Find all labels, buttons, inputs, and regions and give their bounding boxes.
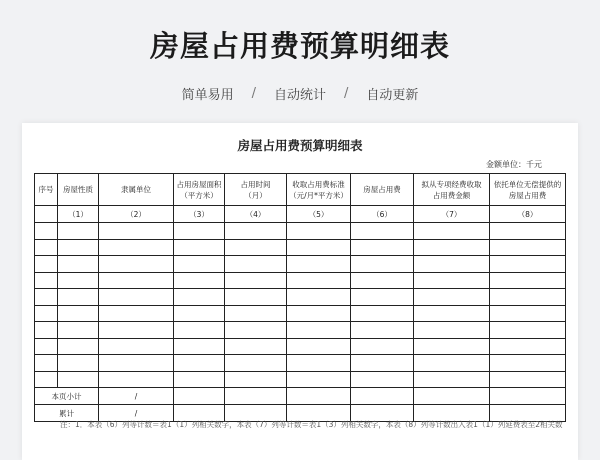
table-cell[interactable]	[174, 305, 225, 322]
table-cell[interactable]	[99, 322, 174, 339]
table-cell[interactable]	[414, 239, 490, 256]
table-cell[interactable]	[225, 355, 287, 372]
table-cell[interactable]	[351, 223, 414, 240]
table-cell[interactable]	[490, 223, 566, 240]
table-cell[interactable]	[174, 322, 225, 339]
table-cell[interactable]	[35, 322, 58, 339]
table-cell[interactable]	[174, 256, 225, 273]
table-cell[interactable]	[414, 371, 490, 388]
slash-cell: /	[99, 388, 174, 405]
table-cell[interactable]	[287, 371, 351, 388]
table-cell[interactable]	[414, 289, 490, 306]
table-cell[interactable]	[58, 371, 99, 388]
table-cell[interactable]	[99, 256, 174, 273]
table-cell[interactable]	[490, 388, 566, 405]
table-cell[interactable]	[351, 338, 414, 355]
table-cell[interactable]	[225, 388, 287, 405]
table-cell[interactable]	[351, 355, 414, 372]
table-cell[interactable]	[58, 272, 99, 289]
table-cell[interactable]	[99, 223, 174, 240]
tag-separator: /	[344, 86, 349, 101]
column-number	[35, 206, 58, 223]
table-cell[interactable]	[225, 256, 287, 273]
table-cell[interactable]	[99, 338, 174, 355]
table-cell[interactable]	[490, 256, 566, 273]
table-row	[35, 322, 566, 339]
table-cell[interactable]	[225, 272, 287, 289]
table-cell[interactable]	[351, 239, 414, 256]
table-cell[interactable]	[351, 388, 414, 405]
column-number: （4）	[225, 206, 287, 223]
table-cell[interactable]	[35, 371, 58, 388]
table-cell[interactable]	[35, 239, 58, 256]
table-cell[interactable]	[490, 371, 566, 388]
table-cell[interactable]	[490, 355, 566, 372]
table-cell[interactable]	[58, 289, 99, 306]
table-cell[interactable]	[225, 322, 287, 339]
subtotal-row	[35, 388, 566, 405]
column-header: 依托单位无偿提供的 房屋占用费	[490, 174, 566, 206]
table-row	[35, 272, 566, 289]
table-cell[interactable]	[490, 289, 566, 306]
table-row	[35, 371, 566, 388]
total-row-label: 累计	[35, 405, 99, 422]
table-cell[interactable]	[414, 322, 490, 339]
column-header: 房屋占用费	[351, 174, 414, 206]
table-cell[interactable]	[174, 355, 225, 372]
column-number: （5）	[287, 206, 351, 223]
table-cell[interactable]	[287, 322, 351, 339]
table-cell[interactable]	[351, 305, 414, 322]
table-row	[35, 256, 566, 273]
table-cell[interactable]	[35, 338, 58, 355]
table-cell[interactable]	[99, 289, 174, 306]
column-number: （6）	[351, 206, 414, 223]
column-header: 隶属单位	[99, 174, 174, 206]
table-cell[interactable]	[58, 355, 99, 372]
table-cell[interactable]	[287, 239, 351, 256]
table-cell[interactable]	[414, 305, 490, 322]
table-cell[interactable]	[35, 289, 58, 306]
column-number: （3）	[174, 206, 225, 223]
unit-label: 金额单位：千元	[486, 160, 542, 169]
table-cell[interactable]	[351, 371, 414, 388]
table-cell[interactable]	[414, 388, 490, 405]
table-cell[interactable]	[99, 371, 174, 388]
table-cell[interactable]	[287, 388, 351, 405]
table-cell[interactable]	[490, 305, 566, 322]
spreadsheet-preview	[22, 123, 578, 460]
table-row	[35, 289, 566, 306]
table-cell[interactable]	[58, 338, 99, 355]
table-cell[interactable]	[58, 239, 99, 256]
table-cell[interactable]	[414, 355, 490, 372]
table-cell[interactable]	[225, 305, 287, 322]
table-cell[interactable]	[287, 272, 351, 289]
table-cell[interactable]	[225, 223, 287, 240]
table-cell[interactable]	[174, 272, 225, 289]
table-cell[interactable]	[225, 289, 287, 306]
column-header: 拟从专项经费收取 占用费金额	[414, 174, 490, 206]
table-cell[interactable]	[99, 239, 174, 256]
table-cell[interactable]	[35, 355, 58, 372]
column-header: 房屋性质	[58, 174, 99, 206]
tag-auto-stats: 自动统计	[273, 88, 326, 103]
column-number: （7）	[414, 206, 490, 223]
tag-easy: 简单易用	[181, 88, 234, 103]
table-cell[interactable]	[287, 305, 351, 322]
tag-auto-update: 自动更新	[366, 88, 419, 103]
column-header: 占用时间 （月）	[225, 174, 287, 206]
table-cell[interactable]	[35, 272, 58, 289]
table-cell[interactable]	[174, 371, 225, 388]
table-cell[interactable]	[99, 355, 174, 372]
table-cell[interactable]	[174, 338, 225, 355]
table-cell[interactable]	[35, 256, 58, 273]
column-number-row	[35, 206, 566, 223]
table-cell[interactable]	[99, 272, 174, 289]
table-cell[interactable]	[490, 239, 566, 256]
table-cell[interactable]	[490, 272, 566, 289]
column-header: 收取占用费标准 （元/月*平方米）	[287, 174, 351, 206]
table-cell[interactable]	[351, 322, 414, 339]
table-cell[interactable]	[35, 223, 58, 240]
table-cell[interactable]	[287, 256, 351, 273]
column-number: （1）	[58, 206, 99, 223]
table-cell[interactable]	[287, 355, 351, 372]
table-cell[interactable]	[490, 322, 566, 339]
footnote: 注：1．本表（6）列等计数＝表1（1）列相关数字，本表（7）列等计数＝表1（3）列相关数字，本表（8）列等计数出入表1（1）列延费表至2相关数	[60, 420, 563, 429]
table-cell[interactable]	[414, 272, 490, 289]
page-title: 房屋占用费预算明细表	[149, 29, 450, 63]
feature-tagline	[0, 84, 600, 103]
table-header-row	[35, 174, 566, 206]
table-cell[interactable]	[414, 223, 490, 240]
table-cell[interactable]	[287, 338, 351, 355]
table-cell[interactable]	[58, 305, 99, 322]
column-header: 占用房屋面积 （平方米）	[174, 174, 225, 206]
table-cell[interactable]	[58, 256, 99, 273]
column-number: （2）	[99, 206, 174, 223]
column-header: 序号	[35, 174, 58, 206]
table-cell[interactable]	[414, 256, 490, 273]
table-cell[interactable]	[174, 239, 225, 256]
table-cell[interactable]	[58, 322, 99, 339]
table-cell[interactable]	[225, 338, 287, 355]
table-cell[interactable]	[414, 338, 490, 355]
table-cell[interactable]	[174, 388, 225, 405]
table-cell[interactable]	[58, 223, 99, 240]
document-title: 房屋占用费预算明细表	[237, 138, 363, 153]
table-cell[interactable]	[287, 289, 351, 306]
table-cell[interactable]	[225, 239, 287, 256]
table-row	[35, 223, 566, 240]
tag-separator: /	[251, 86, 256, 101]
table-row	[35, 239, 566, 256]
table-cell[interactable]	[490, 338, 566, 355]
table-row	[35, 338, 566, 355]
table-cell[interactable]	[174, 289, 225, 306]
table-cell[interactable]	[351, 289, 414, 306]
table-cell[interactable]	[99, 305, 174, 322]
table-cell[interactable]	[35, 305, 58, 322]
table-cell[interactable]	[225, 371, 287, 388]
table-cell[interactable]	[351, 256, 414, 273]
table-cell[interactable]	[287, 223, 351, 240]
table-cell[interactable]	[174, 223, 225, 240]
budget-table	[34, 173, 566, 422]
table-row	[35, 305, 566, 322]
table-row	[35, 355, 566, 372]
subtotal-row-label: 本页小计	[35, 388, 99, 405]
slash-cell: /	[99, 405, 174, 422]
column-number: （8）	[490, 206, 566, 223]
table-cell[interactable]	[351, 272, 414, 289]
